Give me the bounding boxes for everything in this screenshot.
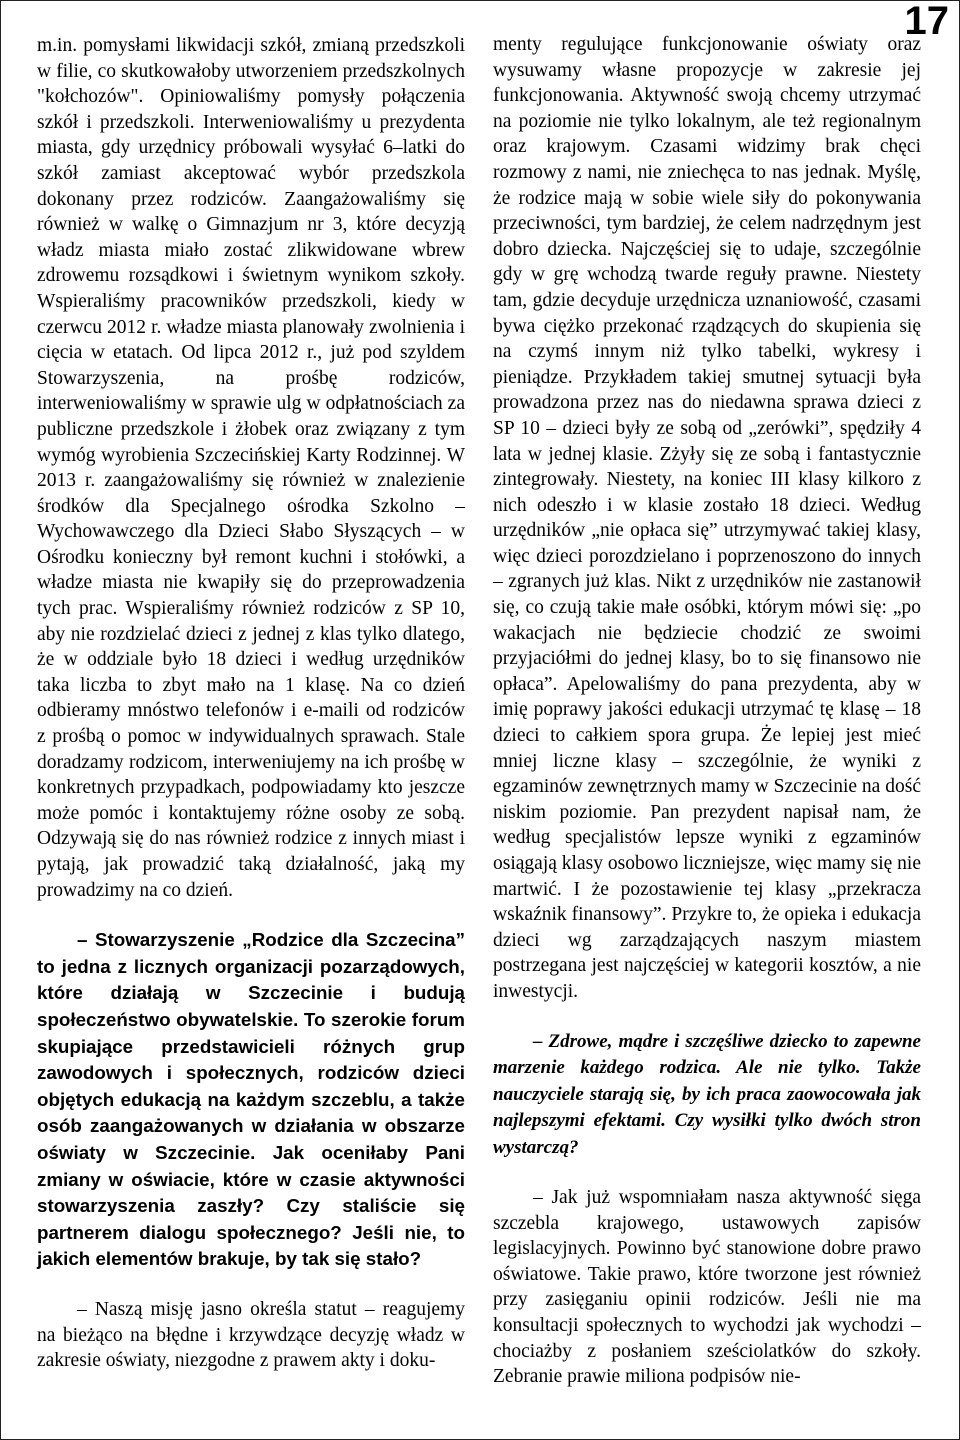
right-column bbox=[493, 32, 921, 1390]
interview-question-1: – Stowarzyszenie „Rodzice dla Szczecina” to jedna z licznych organizacji pozarządowych, które działają w Szczecinie i budują społeczeństwo obywatelskie. To szerokie forum skupiające przedstawicieli różnych grup zawodowych i społecznych, rodziców dzieci objętych edukacją na każdym szczeblu, a także osób zaangażowanych w działania w obszarze oświaty w Szczecinie. Jak oceniłaby Pani zmiany w oświacie, które w czasie aktywności stowarzyszenia zaszły? Czy staliście się partnerem dialogu społecznego? Jeśli nie, to jakich elementów brakuje, by tak się stało? bbox=[37, 929, 465, 1270]
left-paragraph-2: – Naszą misję jasno określa statut – reagujemy na bieżąco na błędne i krzywdzące decyzję władz w zakresie oświaty, niezgodne z prawem akty i doku- bbox=[37, 1298, 465, 1372]
right-paragraph-2: – Jak już wspomniałam nasza aktywność sięga szczebla krajowego, ustawowych zapisów legislacyjnych. Powinno być stanowione dobre prawo oświatowe. Takie prawo, które tworzone jest również przy zasięganiu opinii rodziców. Jeśli nie ma konsultacji społecznych to wychodzi jak wychodzi – chociażby z posłaniem sześciolatków do szkoły. Zebranie prawie miliona podpisów nie- bbox=[493, 1187, 921, 1388]
left-column bbox=[37, 33, 465, 1374]
interview-question-2: – Zdrowe, mądre i szczęśliwe dziecko to zapewne marzenie każdego rodzica. Ale nie tylko. Także nauczyciele starają się, by ich praca zaowocowała jak najlepszymi efektami. Czy wysiłki tylko dwóch stron wystarczą? bbox=[493, 1030, 921, 1158]
page-number: 17 bbox=[904, 0, 949, 43]
left-paragraph-1: m.in. pomysłami likwidacji szkół, zmianą przedszkoli w filie, co skutkowałoby utworzeniem przedszkolnych "kołchozów". Opiniowaliśmy pomysły połączenia szkół i przedszkoli. Interweniowaliśmy u prezydenta miasta, gdy urzędnicy próbowali wysyłać 6–latki do szkół zamiast akceptować wybór przedszkola dokonany przez rodziców. Zaangażowaliśmy się również w walkę o Gimnazjum nr 3, które decyzją władz miasta miało zostać zlikwidowane wbrew zdrowemu rozsądkowi i świetnym wynikom szkoły. Wspieraliśmy pracowników przedszkoli, kiedy w czerwcu 2012 r. władze miasta planowały zwolnienia i cięcia w etatach. Od lipca 2012 r., już pod szyldem Stowarzyszenia, na prośbę rodziców, interweniowaliśmy w sprawie ulg w odpłatnościach za publiczne przedszkole i żłobek oraz związany z tym wymóg wyrobienia Szczecińskiej Karty Rodzinnej. W 2013 r. zaangażowaliśmy się również w znalezienie środków dla Specjalnego ośrodka Szkolno – Wychowawczego dla Dzieci Słabo Słyszących – w Ośrodku konieczny był remont kuchni i stołówki, a władze miasta nie kwapiły się do przeprowadzenia tych prac. Wspieraliśmy również rodziców z SP 10, aby nie rozdzielać dzieci z jednej z klas tylko dlatego, że w oddziale było 18 dzieci i według urzędników taka liczba to zbyt mało na 1 klasę. Na co dzień odbieramy mnóstwo telefonów i e-maili od rodziców z prośbą o pomoc w indywidualnych sprawach. Stale doradzamy rodzicom, interweniujemy na ich prośbę w konkretnych przypadkach, podpowiadamy kto jeszcze może pomóc i kontaktujemy różne osoby ze sobą. Odzywają się do nas również rodzice z innych miast i pytają, jak prowadzić taką działalność, jaką my prowadzimy na co dzień. bbox=[37, 35, 465, 901]
right-paragraph-1: menty regulujące funkcjonowanie oświaty oraz wysuwamy własne propozycje w zakresie jej funkcjonowania. Aktywność swoją chcemy utrzymać na poziomie nie tylko lokalnym, ale też regionalnym oraz krajowym. Czasami widzimy brak chęci rozmowy z nami, nie zniechęca to nas jednak. Myślę, że rodzice mają w sobie wiele siły do pokonywania przeciwności, tym bardziej, że celem nadrzędnym jest dobro dziecka. Najczęściej się to udaje, szczególnie gdy w grę wchodzą twarde reguły prawne. Niestety tam, gdzie decyduje urzędnicza uznaniowość, czasami bywa ciężko przekonać rządzących do skupienia się na czymś innym niż tylko tabelki, wykresy i pieniądze. Przykładem takiej smutnej sytuacji była prowadzona przez nas do niedawna sprawa dzieci z SP 10 – dzieci były ze sobą od „zerówki”, spędziły 4 lata w jednej klasie. Zżyły się ze sobą i fantastycznie zintegrowały. Niestety, na koniec III klasy kilkoro z nich odeszło i w klasie zostało 18 dzieci. Według urzędników „nie opłaca się” utrzymywać takiej klasy, więc dzieci porozdzielano i poprzenoszono do innych – zgranych już klas. Nikt z urzędników nie zastanowił się, co czują takie małe osóbki, którym mówi się: „po wakacjach nie będziecie chodzić ze swoimi przyjaciółmi do jednej klasy, bo to się finansowo nie opłaca”. Apelowaliśmy do pana prezydenta, aby w imię poprawy jakości edukacji utrzymać tę klasę – 18 dzieci to całkiem spora grupa. Że lepiej jest mieć mniej liczne klasy – szczególnie, że wyniki z egzaminów zewnętrznych mamy w Szczecinie na dość niskim poziomie. Pan prezydent napisał nam, że według specjalistów lepsze wyniki z egzaminów osiągają klasy osobowo liczniejsze, więc mamy się nie martwić. I że pozostawienie tej klasy „przekracza wskaźnik finansowy”. Przykre to, że opieka i edukacja dzieci wg zarządzających naszym miastem postrzegana jest najczęściej w kategorii kosztów, a nie inwestycji. bbox=[493, 34, 921, 1002]
